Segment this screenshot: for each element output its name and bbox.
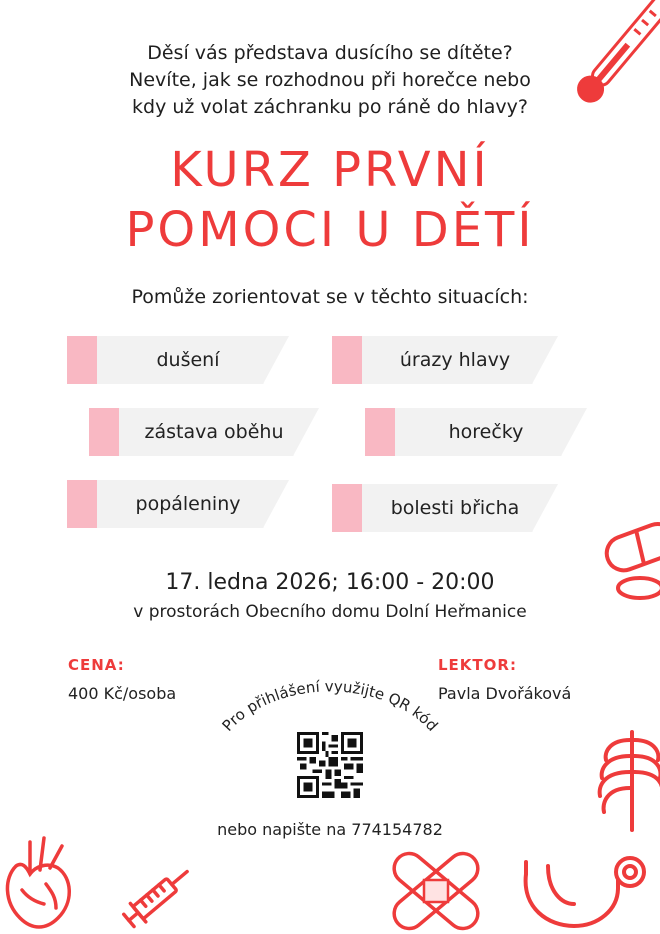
svg-text:Pro přihlášení využijte QR kód — [219, 677, 442, 734]
topic-label: dušení — [156, 349, 220, 371]
intro-line-2: Nevíte, jak se rozhodnou při horečce nebo — [129, 69, 531, 91]
qr-code-icon[interactable] — [297, 732, 363, 798]
event-date: 17. ledna 2026; 16:00 - 20:00 — [165, 570, 495, 595]
topic-label: zástava oběhu — [144, 421, 284, 443]
topic-label: úrazy hlavy — [399, 349, 511, 371]
intro-text — [0, 40, 660, 121]
ribcage-icon — [592, 726, 660, 836]
syringe-icon — [118, 856, 198, 934]
thermometer-icon — [570, 0, 660, 120]
lector-value: Pavla Dvořáková — [438, 684, 572, 703]
title-line-2: POMOCI U DĚTÍ — [125, 202, 535, 258]
heart-organ-icon — [0, 832, 80, 934]
topic-label: popáleniny — [135, 493, 241, 515]
lector-heading: LEKTOR: — [438, 656, 517, 674]
topic-tag-cardiac-arrest — [89, 408, 319, 456]
topic-label: bolesti břicha — [390, 497, 520, 519]
contact-text: nebo napište na 774154782 — [217, 820, 443, 839]
tag-accent — [67, 480, 97, 528]
subtitle: Pomůže zorientovat se v těchto situacích: — [131, 286, 529, 308]
tag-accent — [89, 408, 119, 456]
title-line-1: KURZ PRVNÍ — [170, 142, 490, 198]
tag-accent — [332, 336, 362, 384]
topic-tag-head-injury — [332, 336, 558, 384]
intro-line-3: kdy už volat záchranku po ráně do hlavy? — [132, 96, 528, 118]
tag-accent — [67, 336, 97, 384]
tag-accent — [332, 484, 362, 532]
bandage-icon — [380, 846, 492, 934]
price-value: 400 Kč/osoba — [68, 684, 177, 703]
topic-tag-fever — [365, 408, 587, 456]
topic-tag-choking — [67, 336, 289, 384]
qr-caption-text: Pro přihlášení využijte QR kód — [218, 677, 442, 735]
tag-accent — [365, 408, 395, 456]
stethoscope-icon — [518, 852, 660, 934]
topic-label: horečky — [448, 421, 524, 443]
intro-line-1: Děsí vás představa dusícího se dítěte? — [147, 42, 513, 64]
pill-capsule-icon — [600, 520, 660, 600]
topic-tag-abdominal-pain — [332, 484, 558, 532]
price-heading: CENA: — [68, 656, 125, 674]
topic-tag-burns — [67, 480, 289, 528]
event-place: v prostorách Obecního domu Dolní Heřmanice — [133, 602, 527, 622]
